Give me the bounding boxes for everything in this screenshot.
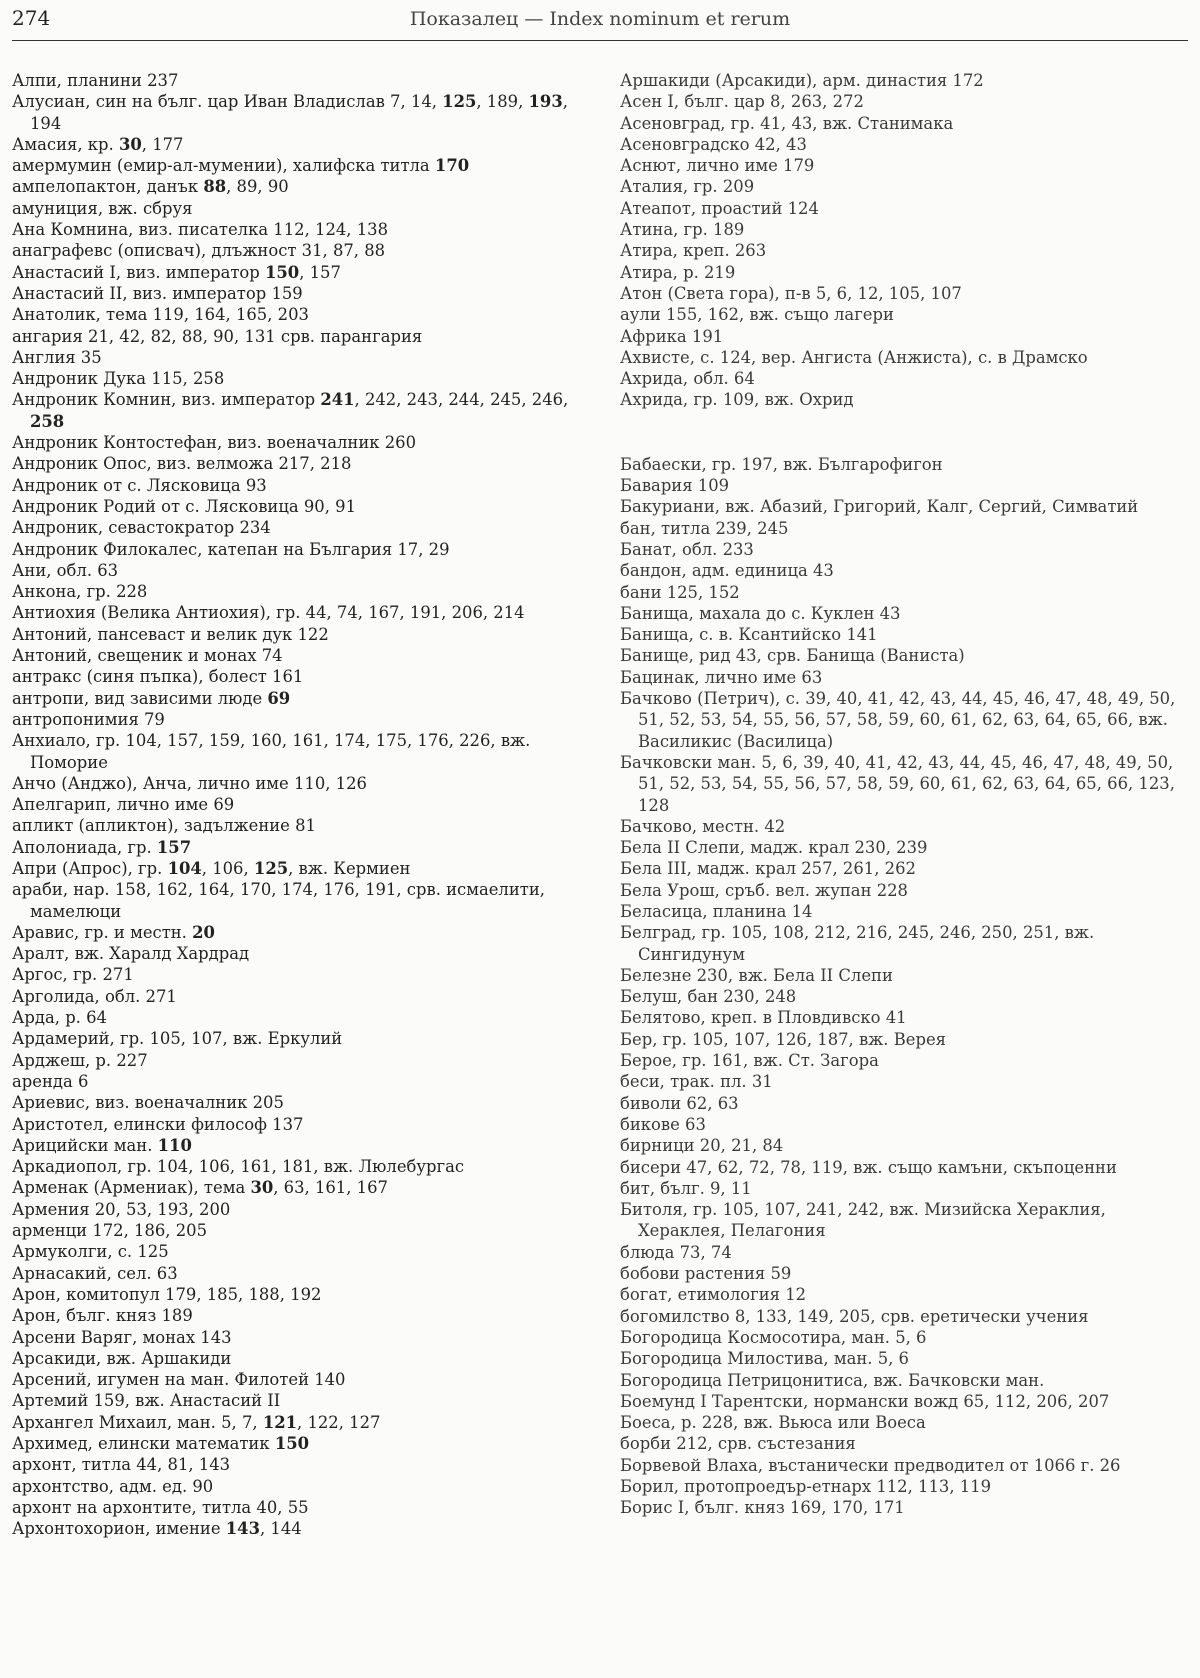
index-entry: Арсени Варяг, монах 143: [12, 1327, 232, 1347]
running-title: Показалец — Index nominum et rerum: [409, 8, 791, 30]
index-entry: Атон (Света гора), п-в 5, 6, 12, 105, 107: [620, 283, 962, 303]
index-entry: Аравис, гр. и местн. 20: [12, 922, 215, 942]
index-entry: Бачковски ман. 5, 6, 39, 40, 41, 42, 43, 44, 45, 46, 47, 48, 49, 50, 51, 52, 53, 54, 55, 56, 57, 58, 59, 60, 61, 62, 63, 64, 65, 66, 123, 128: [620, 752, 1175, 815]
index-entry: Арменак (Армениак), тема 30, 63, 161, 167: [12, 1178, 388, 1198]
index-entry: Беласица, планина 14: [620, 901, 813, 921]
index-entry: Богородица Милостива, ман. 5, 6: [620, 1349, 909, 1369]
index-entry: Артемий 159, вж. Анастасий II: [12, 1391, 281, 1411]
index-entry: Богородица Петрицонитиса, вж. Бачковски ман.: [620, 1370, 1045, 1390]
index-entry: Арголида, обл. 271: [12, 986, 177, 1006]
index-entry: Анкона, гр. 228: [12, 582, 148, 602]
index-entry: Андроник Филокалес, катепан на България 17, 29: [12, 539, 450, 559]
index-entry: Анхиало, гр. 104, 157, 159, 160, 161, 174, 175, 176, 226, вж. Поморие: [12, 731, 531, 772]
index-entry: Асен I, бълг. цар 8, 263, 272: [620, 92, 864, 112]
index-entry: Асеновград, гр. 41, 43, вж. Станимака: [620, 113, 954, 133]
index-entry: Ахвисте, с. 124, вер. Ангиста (Анжиста), с. в Драмско: [620, 347, 1088, 367]
index-entry: блюда 73, 74: [620, 1242, 732, 1262]
index-entry: Атира, р. 219: [620, 262, 736, 282]
index-entry: Апри (Апрос), гр. 104, 106, 125, вж. Кермиен: [12, 858, 411, 878]
index-entry: Банище, рид 43, срв. Банища (Ваниста): [620, 646, 965, 666]
index-entry: Бачково (Петрич), с. 39, 40, 41, 42, 43, 44, 45, 46, 47, 48, 49, 50, 51, 52, 53, 54, 55, 56, 57, 58, 59, 60, 61, 62, 63, 64, 65, 66, вж. Василикис (Василица): [620, 689, 1176, 751]
index-entry: Боеса, р. 228, вж. Вьюса или Воеса: [620, 1413, 926, 1433]
index-entry: Банища, махала до с. Куклен 43: [620, 603, 901, 623]
index-entry: архонт, титла 44, 81, 143: [12, 1455, 231, 1475]
index-entry: Бела Урош, сръб. вел. жупан 228: [620, 880, 908, 900]
index-entry: Архангел Михаил, ман. 5, 7, 121, 122, 127: [12, 1412, 381, 1432]
index-entry: Арда, р. 64: [12, 1008, 107, 1028]
index-entry: Ани, обл. 63: [12, 560, 119, 580]
index-column-left: [12, 70, 586, 1539]
index-entry: Аталия, гр. 209: [620, 177, 755, 197]
index-entry: Бакуриани, вж. Абазий, Григорий, Калг, Сергий, Симватий: [620, 497, 1139, 517]
index-entry: Бабаески, гр. 197, вж. Българофигон: [620, 454, 943, 474]
index-entry: Анастасий I, виз. император 150, 157: [12, 262, 341, 282]
index-entry: Аполониада, гр. 157: [12, 837, 192, 857]
index-entry: Бацинак, лично име 63: [620, 667, 823, 687]
index-entry: Аркадиопол, гр. 104, 106, 161, 181, вж. Люлебургас: [12, 1157, 465, 1177]
index-entry: Аршакиди (Арсакиди), арм. династия 172: [620, 71, 984, 90]
index-entry: анаграфевс (описвач), длъжност 31, 87, 88: [12, 241, 386, 261]
index-entry: антропи, вид зависими люде 69: [12, 688, 291, 708]
index-entry: Бела II Слепи, мадж. крал 230, 239: [620, 838, 928, 858]
index-entry: Андроник Контостефан, виз. военачалник 260: [12, 433, 417, 453]
index-entry: бикове 63: [620, 1114, 706, 1134]
index-entry: бани 125, 152: [620, 582, 740, 602]
index-entry: Андроник Опос, виз. велможа 217, 218: [12, 454, 352, 474]
index-entry: биволи 62, 63: [620, 1093, 739, 1113]
index-entry: Асеновградско 42, 43: [620, 134, 807, 154]
index-entry: Андроник Дука 115, 258: [12, 369, 225, 389]
index-entry: амуниция, вж. сбруя: [12, 198, 193, 218]
index-entry: Атина, гр. 189: [620, 220, 745, 240]
index-entry: Атира, креп. 263: [620, 241, 767, 261]
index-entry: Алусиан, син на бълг. цар Иван Владислав 7, 14, 125, 189, 193, 194: [12, 92, 568, 133]
index-entry: араби, нар. 158, 162, 164, 170, 174, 176, 191, срв. исмаелити, мамелюци: [12, 880, 545, 921]
index-entry: беси, трак. пл. 31: [620, 1072, 773, 1092]
index-entry: бит, бълг. 9, 11: [620, 1178, 752, 1198]
index-entry: Антоний, пансеваст и велик дук 122: [12, 624, 329, 644]
index-entry: богат, етимология 12: [620, 1285, 807, 1305]
index-entry: Анастасий II, виз. император 159: [12, 283, 303, 303]
index-entry: Банат, обл. 233: [620, 539, 754, 559]
index-entry: Арон, комитопул 179, 185, 188, 192: [12, 1284, 322, 1304]
index-entry: Анатолик, тема 119, 164, 165, 203: [12, 305, 309, 325]
index-entry: Антоний, свещеник и монах 74: [12, 646, 283, 666]
index-entry: Бела III, мадж. крал 257, 261, 262: [620, 859, 916, 879]
index-entry: архонт на архонтите, титла 40, 55: [12, 1497, 309, 1517]
index-entry: арменци 172, 186, 205: [12, 1221, 208, 1241]
index-entry: Арджеш, р. 227: [12, 1050, 148, 1070]
index-entry: Андроник от с. Лясковица 93: [12, 475, 267, 495]
index-entry: Богородица Космосотира, ман. 5, 6: [620, 1327, 927, 1347]
index-entry: Архонтохорион, имение 143, 144: [12, 1519, 302, 1539]
index-entry: ампелопактон, данък 88, 89, 90: [12, 177, 289, 197]
index-entry: Аралт, вж. Харалд Хардрад: [12, 944, 250, 964]
page-header: [12, 4, 1188, 41]
index-entry: Андроник Комнин, виз. император 241, 242, 243, 244, 245, 246, 258: [12, 390, 569, 431]
index-entry: антропонимия 79: [12, 709, 165, 729]
index-entry: Амасия, кр. 30, 177: [12, 134, 184, 154]
index-entry: бисери 47, 62, 72, 78, 119, вж. също камъни, скъпоценни: [620, 1157, 1117, 1177]
index-entry: апликт (апликтон), задължение 81: [12, 816, 316, 836]
index-entry: Анчо (Анджо), Анча, лично име 110, 126: [12, 773, 367, 793]
index-entry: Андроник, севастократор 234: [12, 518, 271, 538]
index-entry: Антиохия (Велика Антиохия), гр. 44, 74, 167, 191, 206, 214: [12, 603, 525, 623]
index-entry: Арицийски ман. 110: [12, 1135, 192, 1155]
index-entry: Борвевой Влаха, въстанически предводител от 1066 г. 26: [620, 1455, 1121, 1475]
index-entry: Белятово, креп. в Пловдивско 41: [620, 1008, 907, 1028]
index-entry: Ахрида, гр. 109, вж. Охрид: [620, 390, 854, 410]
page-number: 274: [12, 6, 51, 30]
index-entry: Ана Комнина, виз. писателка 112, 124, 138: [12, 220, 389, 240]
index-entry: ангария 21, 42, 82, 88, 90, 131 срв. парангария: [12, 326, 423, 346]
index-entry: бирници 20, 21, 84: [620, 1136, 784, 1156]
index-entry: бандон, адм. единица 43: [620, 561, 834, 581]
index-entry: Апелгарип, лично име 69: [12, 795, 235, 815]
index-entry: Белезне 230, вж. Бела II Слепи: [620, 965, 893, 985]
index-entry: Белуш, бан 230, 248: [620, 987, 797, 1007]
index-entry: Арсакиди, вж. Аршакиди: [12, 1348, 232, 1368]
index-entry: Бавария 109: [620, 476, 730, 496]
index-entry: Ариевис, виз. военачалник 205: [12, 1093, 284, 1113]
index-entry: Армения 20, 53, 193, 200: [12, 1199, 231, 1219]
index-entry: Африка 191: [620, 326, 724, 346]
index-entry: Армуколги, с. 125: [12, 1242, 169, 1262]
index-entry: Алпи, планини 237: [12, 71, 179, 90]
index-entry: бан, титла 239, 245: [620, 518, 789, 538]
index-entry: Арсений, игумен на ман. Филотей 140: [12, 1370, 346, 1390]
index-entry: Банища, с. в. Ксантийско 141: [620, 625, 878, 645]
index-entry: Атеапот, проастий 124: [620, 198, 819, 218]
index-entry: аули 155, 162, вж. също лагери: [620, 305, 894, 325]
index-entry: Архимед, елински математик 150: [12, 1434, 310, 1453]
index-entry: аренда 6: [12, 1071, 89, 1091]
index-entry: Арон, бълг. княз 189: [12, 1306, 193, 1326]
index-entry: Берое, гр. 161, вж. Ст. Загора: [620, 1051, 879, 1071]
index-entry: амермумин (емир-ал-мумении), халифска титла 170: [12, 156, 470, 176]
index-entry: Боемунд I Тарентски, нормански вожд 65, 112, 206, 207: [620, 1391, 1110, 1411]
index-entry: Белград, гр. 105, 108, 212, 216, 245, 246, 250, 251, вж. Сингидунум: [620, 923, 1095, 964]
index-entry: Англия 35: [12, 347, 102, 367]
index-entry: Борил, протопроедър-етнарх 112, 113, 119: [620, 1477, 992, 1496]
index-entry: Аргос, гр. 271: [12, 965, 134, 985]
index-column-right: [620, 70, 1190, 1519]
index-entry: Андроник Родий от с. Лясковица 90, 91: [12, 496, 357, 516]
index-entry: Битоля, гр. 105, 107, 241, 242, вж. Мизийска Хераклия, Хераклея, Пелагония: [620, 1200, 1106, 1241]
index-entry: Аснют, лично име 179: [620, 156, 815, 176]
index-entry: бобови растения 59: [620, 1264, 792, 1284]
index-entry: Бер, гр. 105, 107, 126, 187, вж. Верея: [620, 1029, 946, 1049]
index-entry: Арнасакий, сел. 63: [12, 1263, 178, 1283]
index-entry: Ахрида, обл. 64: [620, 369, 755, 389]
index-entry: Бачково, местн. 42: [620, 816, 786, 836]
index-entry: богомилство 8, 133, 149, 205, срв. еретически учения: [620, 1306, 1089, 1326]
index-entry: антракс (синя пъпка), болест 161: [12, 667, 304, 687]
index-entry: борби 212, срв. състезания: [620, 1434, 856, 1454]
index-entry: архонтство, адм. ед. 90: [12, 1476, 214, 1496]
index-entry: Ардамерий, гр. 105, 107, вж. Еркулий: [12, 1029, 343, 1049]
index-entry: Борис I, бълг. княз 169, 170, 171: [620, 1498, 905, 1518]
index-entry: Аристотел, елински философ 137: [12, 1114, 304, 1134]
